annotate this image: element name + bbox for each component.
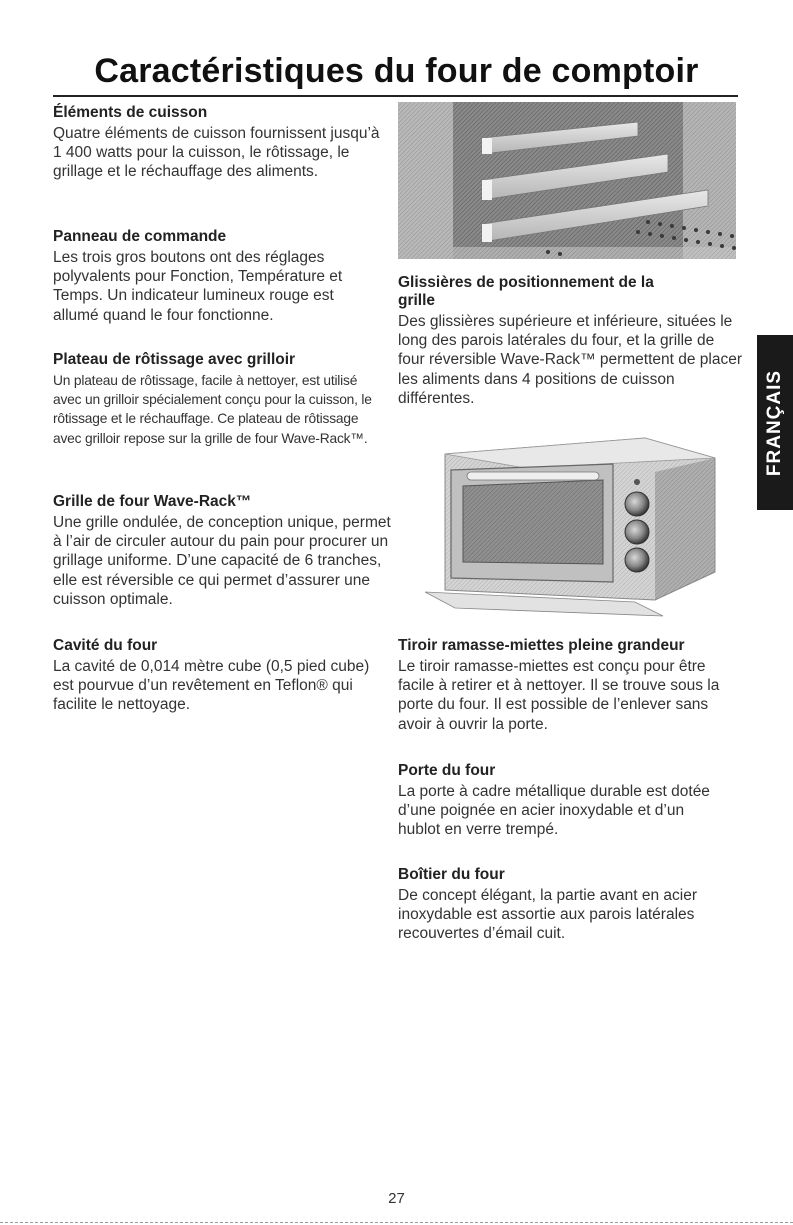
bottom-rule [0,1222,793,1224]
section-body: Le tiroir ramasse-miettes est conçu pour être facile à retirer et à nettoyer. Il se trouve sous la porte du four. Il est possible de l’enlever sans avoir à ouvrir la porte. [398,658,720,733]
page-title: Caractéristiques du four de comptoir [94,52,699,90]
section-grille-wave-rack [53,493,393,609]
section-heading: Porte du four [398,762,496,779]
section-elements-cuisson [53,104,388,182]
language-tab-label: FRANÇAIS [764,369,785,476]
section-heading: Boîtier du four [398,866,505,883]
page-number: 27 [388,1190,405,1207]
section-body: Des glissières supérieure et inférieure, situées le long des parois latérales du four, et la grille de four réversible Wave-Rack™ permettent de placer les aliments dans 4 positions de cuisson différentes. [398,313,743,407]
section-body: Une grille ondulée, de conception unique, permet à l’air de circuler autour du pain pour procurer un grillage uniforme. D’une capacité de 6 tranches, elle est réversible ce qui permet d’assurer une cuisson optimale. [53,514,391,608]
title-rule [53,95,738,97]
section-heading: Grille de four Wave-Rack™ [53,493,252,510]
section-body: La cavité de 0,014 mètre cube (0,5 pied cube) est pourvue d’un revêtement en Teflon® qui facilite le nettoyage. [53,658,370,714]
section-heading: Panneau de commande [53,228,227,245]
section-body: De concept élégant, la partie avant en acier inoxydable est assortie aux parois latérales recouvertes d’émail cuit. [398,887,697,943]
section-heading: Cavité du four [53,637,158,654]
section-heading: Éléments de cuisson [53,104,208,121]
section-tiroir-ramasse-miettes [398,637,743,734]
section-heading: Tiroir ramasse-miettes pleine grandeur [398,637,685,654]
language-tab [757,335,793,510]
section-heading: Glissières de positionnement de la grille [398,274,654,309]
section-panneau-commande [53,228,353,325]
section-porte-four [398,762,718,840]
oven-rack-slides-photo [398,102,736,259]
section-body: Quatre éléments de cuisson fournissent jusqu’à 1 400 watts pour la cuisson, le rôtissage, le grillage et le réchauffage des aliments. [53,125,380,181]
countertop-oven-illustration [415,432,735,622]
section-body: Les trois gros boutons ont des réglages polyvalents pour Fonction, Température et Temps. Un indicateur lumineux rouge est allumé quand le four fonctionne. [53,249,343,324]
section-boitier-four [398,866,708,944]
section-heading: Plateau de rôtissage avec grilloir [53,351,296,368]
section-plateau-rotissage [53,351,383,448]
section-cavite-four [53,637,371,715]
section-body: Un plateau de rôtissage, facile à nettoyer, est utilisé avec un grilloir spécialement conçu pour la cuisson, le rôtissage et le réchauffage. Ce plateau de rôtissage avec grilloir repose sur la grille de four Wave-Rack™. [53,373,372,446]
section-body: La porte à cadre métallique durable est dotée d’une poignée en acier inoxydable et d’un hublot en verre trempé. [398,783,710,839]
section-glissieres [398,274,743,408]
